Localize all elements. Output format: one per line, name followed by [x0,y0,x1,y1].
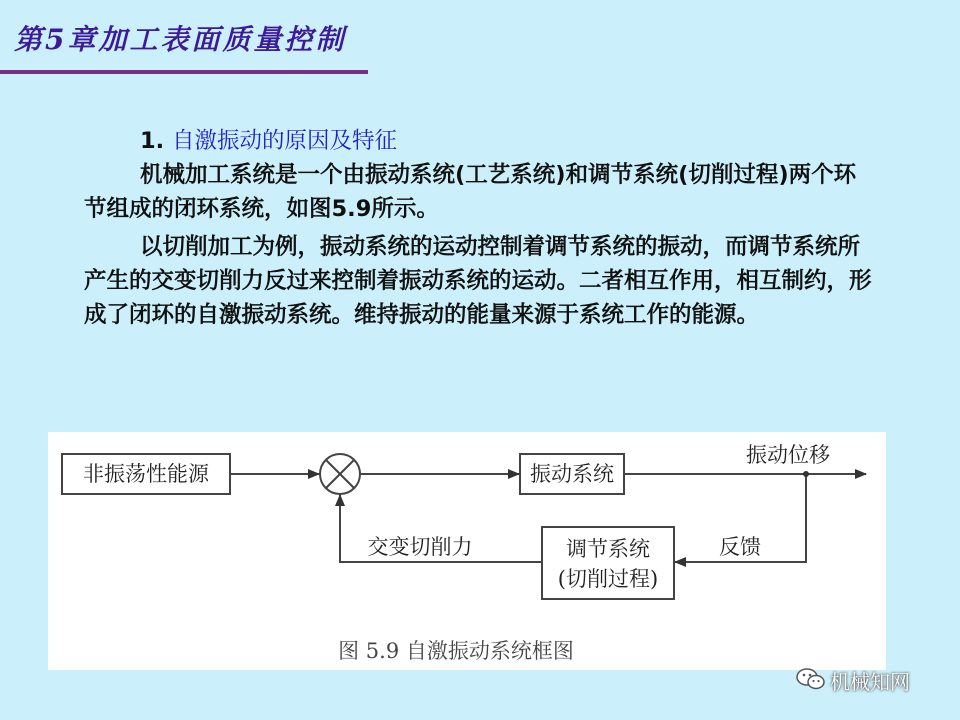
paragraph-2: 以切削加工为例，振动系统的运动控制着调节系统的振动，而调节系统所产生的交变切削力反过来控制着振动系统的运动。二者相互作用，相互制约，形成了闭环的自激振动系统。维持振动的能量来源于系统工作的能源。 [84,234,872,328]
figure-panel [48,432,886,670]
section-number: 1. [140,128,165,154]
paragraph-1: 机械加工系统是一个由振动系统(工艺系统)和调节系统(切削过程)两个环节组成的闭环系统，如图5.9所示。 [84,162,857,222]
section-heading-text: 自激振动的原因及特征 [172,128,398,154]
watermark [796,660,946,700]
slide-title: 第5章加工表面质量控制 [14,23,347,56]
source-box-label: 非振荡性能源 [83,462,209,486]
feedback-label: 反馈 [719,535,761,559]
wechat-icon [796,666,826,692]
branch-point [803,471,809,477]
body-text [84,124,874,332]
output-label: 振动位移 [746,443,830,467]
regulator-label-line1: 调节系统 [566,537,650,561]
regulator-label-line2: (切削过程) [557,567,659,591]
block-diagram [48,432,886,670]
force-label: 交变切削力 [367,535,473,559]
watermark-text: 机械知网 [830,670,910,694]
title-underline [0,70,368,74]
figure-caption: 图 5.9 自激振动系统框图 [338,639,574,663]
vibration-box-label: 振动系统 [530,462,614,486]
section-heading [84,124,874,158]
